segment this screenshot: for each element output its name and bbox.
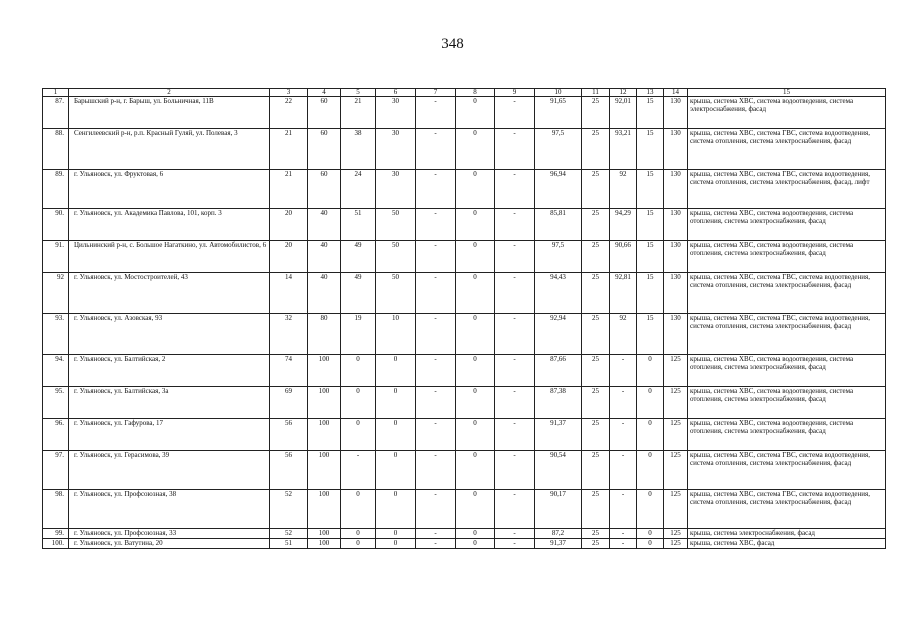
value-cell: 74	[270, 355, 308, 387]
value-cell: 125	[664, 490, 688, 529]
value-cell: 94,43	[535, 273, 582, 314]
value-cell: 97,5	[535, 241, 582, 273]
value-cell: 90,54	[535, 451, 582, 490]
table-row	[43, 490, 886, 529]
value-cell: 0	[456, 529, 495, 539]
value-cell: 69	[270, 387, 308, 419]
value-cell: 30	[376, 170, 416, 209]
page-number: 348	[441, 36, 464, 52]
value-cell: -	[610, 387, 637, 419]
row-number-cell: 100.	[43, 539, 69, 549]
value-cell: 0	[637, 419, 664, 451]
value-cell: 92	[610, 170, 637, 209]
value-cell: -	[495, 129, 535, 170]
value-cell: 25	[582, 273, 610, 314]
address-cell: г. Ульяновск, ул. Герасимова, 39	[69, 451, 270, 490]
header-cell: 12	[610, 89, 637, 97]
address-cell: г. Ульяновск, ул. Академика Павлова, 101, корп. 3	[69, 209, 270, 241]
address-cell: г. Ульяновск, ул. Ватутина, 20	[69, 539, 270, 549]
value-cell: 85,81	[535, 209, 582, 241]
header-cell: 14	[664, 89, 688, 97]
header-row	[43, 89, 886, 97]
value-cell: 14	[270, 273, 308, 314]
table-row	[43, 241, 886, 273]
value-cell: 15	[637, 241, 664, 273]
address-cell: Барышский р-н, г. Барыш, ул. Больничная, 11В	[69, 97, 270, 129]
row-number-cell: 91.	[43, 241, 69, 273]
value-cell: 92,94	[535, 314, 582, 355]
value-cell: 97,5	[535, 129, 582, 170]
works-cell: крыша, система ХВС, фасад	[688, 539, 886, 549]
value-cell: 25	[582, 355, 610, 387]
value-cell: 60	[308, 129, 341, 170]
value-cell: 21	[341, 97, 376, 129]
value-cell: -	[610, 539, 637, 549]
table-row	[43, 209, 886, 241]
value-cell: 92,01	[610, 97, 637, 129]
value-cell: 92,81	[610, 273, 637, 314]
value-cell: 0	[456, 170, 495, 209]
value-cell: 0	[456, 490, 495, 529]
value-cell: -	[495, 314, 535, 355]
value-cell: -	[416, 529, 456, 539]
value-cell: 15	[637, 129, 664, 170]
value-cell: 100	[308, 539, 341, 549]
value-cell: 130	[664, 314, 688, 355]
works-cell: крыша, система ХВС, система ГВС, система водоотведения, система отопления, система электроснабжения, фасад	[688, 273, 886, 314]
value-cell: 52	[270, 529, 308, 539]
address-cell: г. Ульяновск, ул. Балтийская, 3а	[69, 387, 270, 419]
value-cell: 25	[582, 209, 610, 241]
value-cell: 52	[270, 490, 308, 529]
value-cell: 0	[637, 451, 664, 490]
value-cell: 25	[582, 529, 610, 539]
works-cell: крыша, система ХВС, система водоотведения, система отопления, система электроснабжения, фасад	[688, 209, 886, 241]
works-cell: крыша, система ХВС, система водоотведения, система отопления, система электроснабжения, фасад	[688, 241, 886, 273]
table-row	[43, 451, 886, 490]
value-cell: 0	[637, 539, 664, 549]
works-cell: крыша, система ХВС, система водоотведения, система отопления, система электроснабжения, фасад	[688, 355, 886, 387]
value-cell: 125	[664, 539, 688, 549]
value-cell: 0	[341, 355, 376, 387]
value-cell: -	[416, 490, 456, 529]
value-cell: 93,21	[610, 129, 637, 170]
value-cell: 0	[456, 451, 495, 490]
value-cell: -	[610, 419, 637, 451]
value-cell: 0	[456, 241, 495, 273]
value-cell: -	[416, 387, 456, 419]
value-cell: 22	[270, 97, 308, 129]
value-cell: 56	[270, 451, 308, 490]
table-row	[43, 97, 886, 129]
value-cell: 90,66	[610, 241, 637, 273]
value-cell: 25	[582, 419, 610, 451]
works-cell: крыша, система ХВС, система водоотведения, система электроснабжения, фасад	[688, 97, 886, 129]
value-cell: 0	[456, 273, 495, 314]
table-row	[43, 314, 886, 355]
value-cell: -	[610, 451, 637, 490]
value-cell: 0	[456, 209, 495, 241]
row-number-cell: 96.	[43, 419, 69, 451]
value-cell: 0	[456, 355, 495, 387]
value-cell: 0	[341, 539, 376, 549]
value-cell: 0	[376, 355, 416, 387]
value-cell: 10	[376, 314, 416, 355]
row-number-cell: 98.	[43, 490, 69, 529]
address-cell: г. Ульяновск, ул. Гафурова, 17	[69, 419, 270, 451]
value-cell: 20	[270, 241, 308, 273]
header-cell: 6	[376, 89, 416, 97]
value-cell: -	[416, 97, 456, 129]
value-cell: 51	[270, 539, 308, 549]
value-cell: 0	[456, 314, 495, 355]
value-cell: -	[495, 97, 535, 129]
value-cell: -	[495, 170, 535, 209]
value-cell: 0	[637, 529, 664, 539]
value-cell: 0	[376, 419, 416, 451]
value-cell: 0	[341, 419, 376, 451]
value-cell: -	[416, 539, 456, 549]
value-cell: -	[416, 209, 456, 241]
value-cell: 125	[664, 387, 688, 419]
value-cell: 100	[308, 451, 341, 490]
value-cell: 87,2	[535, 529, 582, 539]
row-number-cell: 92	[43, 273, 69, 314]
value-cell: 100	[308, 529, 341, 539]
value-cell: 25	[582, 314, 610, 355]
value-cell: 25	[582, 97, 610, 129]
value-cell: 15	[637, 97, 664, 129]
value-cell: 0	[376, 451, 416, 490]
row-number-cell: 90.	[43, 209, 69, 241]
value-cell: -	[341, 451, 376, 490]
works-cell: крыша, система ХВС, система ГВС, система водоотведения, система отопления, система электроснабжения, фасад	[688, 451, 886, 490]
address-cell: Цильнинский р-н, с. Большое Нагаткино, ул. Автомобилистов, 6	[69, 241, 270, 273]
value-cell: 30	[376, 129, 416, 170]
value-cell: -	[610, 355, 637, 387]
address-cell: г. Ульяновск, ул. Профсоюзная, 38	[69, 490, 270, 529]
works-cell: крыша, система ХВС, система водоотведения, система отопления, система электроснабжения, фасад	[688, 387, 886, 419]
value-cell: 130	[664, 129, 688, 170]
value-cell: 51	[341, 209, 376, 241]
value-cell: 0	[376, 387, 416, 419]
header-cell: 2	[69, 89, 270, 97]
value-cell: -	[495, 209, 535, 241]
value-cell: 125	[664, 419, 688, 451]
address-cell: г. Ульяновск, ул. Балтийская, 2	[69, 355, 270, 387]
row-number-cell: 89.	[43, 170, 69, 209]
address-cell: г. Ульяновск, ул. Азовская, 93	[69, 314, 270, 355]
header-cell: 8	[456, 89, 495, 97]
value-cell: 87,38	[535, 387, 582, 419]
value-cell: 21	[270, 129, 308, 170]
value-cell: -	[495, 241, 535, 273]
value-cell: 21	[270, 170, 308, 209]
row-number-cell: 93.	[43, 314, 69, 355]
value-cell: 0	[456, 539, 495, 549]
value-cell: -	[416, 129, 456, 170]
value-cell: 40	[308, 273, 341, 314]
header-cell: 15	[688, 89, 886, 97]
table-row	[43, 419, 886, 451]
value-cell: 100	[308, 387, 341, 419]
value-cell: 125	[664, 529, 688, 539]
address-cell: г. Ульяновск, ул. Профсоюзная, 33	[69, 529, 270, 539]
value-cell: 130	[664, 273, 688, 314]
value-cell: 100	[308, 355, 341, 387]
table-row	[43, 129, 886, 170]
value-cell: 0	[376, 529, 416, 539]
works-cell: крыша, система ХВС, система водоотведения, система отопления, система электроснабжения, фасад	[688, 419, 886, 451]
header-cell: 7	[416, 89, 456, 97]
value-cell: 30	[376, 97, 416, 129]
value-cell: 0	[456, 387, 495, 419]
value-cell: -	[416, 355, 456, 387]
works-cell: крыша, система ХВС, система ГВС, система водоотведения, система отопления, система электроснабжения, фасад	[688, 129, 886, 170]
value-cell: 0	[341, 387, 376, 419]
table-row	[43, 273, 886, 314]
value-cell: 38	[341, 129, 376, 170]
header-cell: 11	[582, 89, 610, 97]
value-cell: 0	[341, 490, 376, 529]
value-cell: -	[495, 387, 535, 419]
value-cell: 130	[664, 209, 688, 241]
value-cell: 15	[637, 209, 664, 241]
value-cell: 15	[637, 314, 664, 355]
row-number-cell: 94.	[43, 355, 69, 387]
header-cell: 1	[43, 89, 69, 97]
value-cell: 0	[376, 490, 416, 529]
value-cell: 15	[637, 273, 664, 314]
value-cell: 0	[637, 387, 664, 419]
value-cell: -	[495, 273, 535, 314]
value-cell: 60	[308, 170, 341, 209]
table-row	[43, 170, 886, 209]
address-cell: Сенгилеевский р-н, р.п. Красный Гуляй, ул. Полевая, 3	[69, 129, 270, 170]
value-cell: 80	[308, 314, 341, 355]
row-number-cell: 99.	[43, 529, 69, 539]
value-cell: 91,37	[535, 419, 582, 451]
works-cell: крыша, система ХВС, система ГВС, система водоотведения, система отопления, система электроснабжения, фасад	[688, 490, 886, 529]
value-cell: 130	[664, 97, 688, 129]
value-cell: 60	[308, 97, 341, 129]
value-cell: 25	[582, 539, 610, 549]
table-row	[43, 355, 886, 387]
value-cell: 130	[664, 241, 688, 273]
value-cell: 19	[341, 314, 376, 355]
header-cell: 13	[637, 89, 664, 97]
value-cell: 50	[376, 241, 416, 273]
value-cell: 25	[582, 451, 610, 490]
value-cell: 25	[582, 387, 610, 419]
value-cell: 0	[376, 539, 416, 549]
row-number-cell: 88.	[43, 129, 69, 170]
value-cell: -	[416, 170, 456, 209]
value-cell: -	[610, 529, 637, 539]
value-cell: 91,37	[535, 539, 582, 549]
value-cell: 40	[308, 241, 341, 273]
value-cell: 0	[637, 490, 664, 529]
value-cell: -	[416, 241, 456, 273]
value-cell: 56	[270, 419, 308, 451]
address-cell: г. Ульяновск, ул. Фруктовая, 6	[69, 170, 270, 209]
row-number-cell: 95.	[43, 387, 69, 419]
value-cell: -	[495, 451, 535, 490]
value-cell: 125	[664, 451, 688, 490]
header-cell: 4	[308, 89, 341, 97]
value-cell: 24	[341, 170, 376, 209]
value-cell: 0	[456, 419, 495, 451]
works-cell: крыша, система ХВС, система ГВС, система водоотведения, система отопления, система электроснабжения, фасад, лифт	[688, 170, 886, 209]
row-number-cell: 97.	[43, 451, 69, 490]
value-cell: 32	[270, 314, 308, 355]
value-cell: 25	[582, 490, 610, 529]
value-cell: 0	[456, 97, 495, 129]
value-cell: 0	[341, 529, 376, 539]
value-cell: 49	[341, 241, 376, 273]
value-cell: -	[416, 419, 456, 451]
value-cell: 96,94	[535, 170, 582, 209]
value-cell: 100	[308, 419, 341, 451]
value-cell: -	[416, 314, 456, 355]
header-cell: 5	[341, 89, 376, 97]
works-cell: крыша, система электроснабжения, фасад	[688, 529, 886, 539]
value-cell: 90,17	[535, 490, 582, 529]
table-row	[43, 529, 886, 539]
value-cell: 91,65	[535, 97, 582, 129]
value-cell: 40	[308, 209, 341, 241]
value-cell: -	[610, 490, 637, 529]
value-cell: -	[416, 273, 456, 314]
works-cell: крыша, система ХВС, система ГВС, система водоотведения, система отопления, система электроснабжения, фасад	[688, 314, 886, 355]
header-cell: 3	[270, 89, 308, 97]
value-cell: -	[416, 451, 456, 490]
value-cell: 125	[664, 355, 688, 387]
value-cell: 50	[376, 209, 416, 241]
value-cell: 0	[637, 355, 664, 387]
value-cell: 94,29	[610, 209, 637, 241]
table-row	[43, 387, 886, 419]
value-cell: -	[495, 539, 535, 549]
value-cell: -	[495, 419, 535, 451]
value-cell: 50	[376, 273, 416, 314]
value-cell: 25	[582, 170, 610, 209]
value-cell: -	[495, 355, 535, 387]
value-cell: 92	[610, 314, 637, 355]
value-cell: 20	[270, 209, 308, 241]
value-cell: -	[495, 529, 535, 539]
table-row	[43, 539, 886, 549]
header-cell: 9	[495, 89, 535, 97]
value-cell: 49	[341, 273, 376, 314]
value-cell: 25	[582, 241, 610, 273]
value-cell: 15	[637, 170, 664, 209]
value-cell: 0	[456, 129, 495, 170]
value-cell: 25	[582, 129, 610, 170]
address-cell: г. Ульяновск, ул. Мостостроителей, 43	[69, 273, 270, 314]
header-cell: 10	[535, 89, 582, 97]
value-cell: 87,66	[535, 355, 582, 387]
register-table	[42, 88, 886, 549]
value-cell: -	[495, 490, 535, 529]
row-number-cell: 87.	[43, 97, 69, 129]
value-cell: 100	[308, 490, 341, 529]
value-cell: 130	[664, 170, 688, 209]
